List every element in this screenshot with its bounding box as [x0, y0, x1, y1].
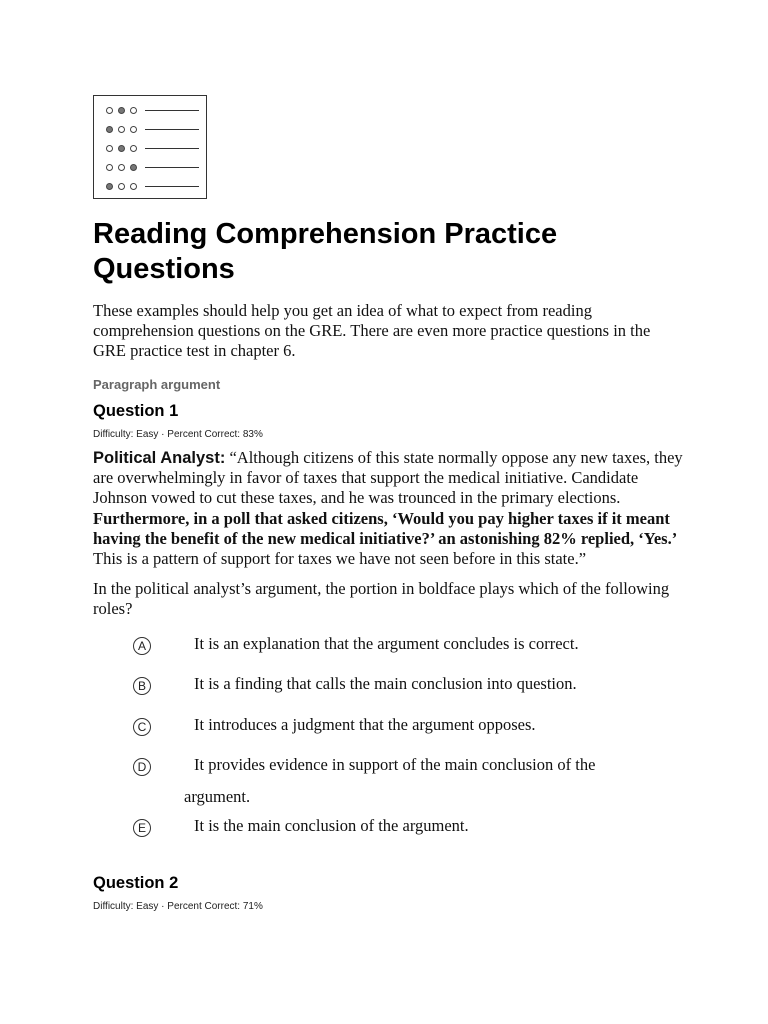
question-1-stem: In the political analyst’s argument, the portion in boldface plays which of the following roles?	[93, 579, 670, 619]
passage-text-post: This is a pattern of support for taxes we have not seen before in this state.”	[93, 549, 587, 569]
choice-b-text: It is a finding that calls the main conclusion into question.	[194, 674, 577, 694]
choice-b-radio[interactable]: B	[133, 677, 151, 695]
answer-sheet-icon	[93, 95, 207, 199]
question-1-passage	[93, 448, 683, 569]
passage-boldface: Furthermore, in a poll that asked citizens, ‘Would you pay higher taxes if it meant having the benefit of the new medical initiative?’ an astonishing 82% replied, ‘Yes.’	[93, 508, 678, 548]
choice-d-radio[interactable]: D	[133, 758, 151, 776]
intro-paragraph: These examples should help you get an idea of what to expect from reading comprehension questions on the GRE. There are even more practice questions in the GRE practice test in chapter 6.	[93, 301, 651, 360]
choice-e-text: It is the main conclusion of the argument.	[194, 816, 469, 836]
passage-text-pre: “Although citizens of this state normally oppose any new taxes, they are overwhelmingly in favor of taxes that support the medical initiative. Candidate Johnson vowed to cut these taxes, and he was trounced in the primary elections.	[93, 448, 683, 508]
passage-speaker: Political Analyst:	[93, 449, 226, 467]
question-1-title: Question 1	[93, 402, 179, 420]
choice-e-radio[interactable]: E	[133, 819, 151, 837]
choice-a-radio[interactable]: A	[133, 637, 151, 655]
page-title: Reading Comprehension Practice Questions	[93, 218, 558, 285]
choice-d-text: It provides evidence in support of the main conclusion of the	[194, 755, 596, 775]
question-2-meta: Difficulty: Easy · Percent Correct: 71%	[93, 901, 263, 913]
choice-c-radio[interactable]: C	[133, 718, 151, 736]
choice-c-text: It introduces a judgment that the argument opposes.	[194, 715, 536, 735]
document-page	[93, 95, 683, 912]
choice-d-text-continued: argument.	[184, 787, 251, 807]
section-label: Paragraph argument	[93, 377, 221, 392]
answer-choices	[93, 627, 683, 862]
question-2-title: Question 2	[93, 874, 179, 893]
choice-a-text: It is an explanation that the argument concludes is correct.	[194, 634, 579, 654]
question-1-meta: Difficulty: Easy · Percent Correct: 83%	[93, 429, 263, 440]
